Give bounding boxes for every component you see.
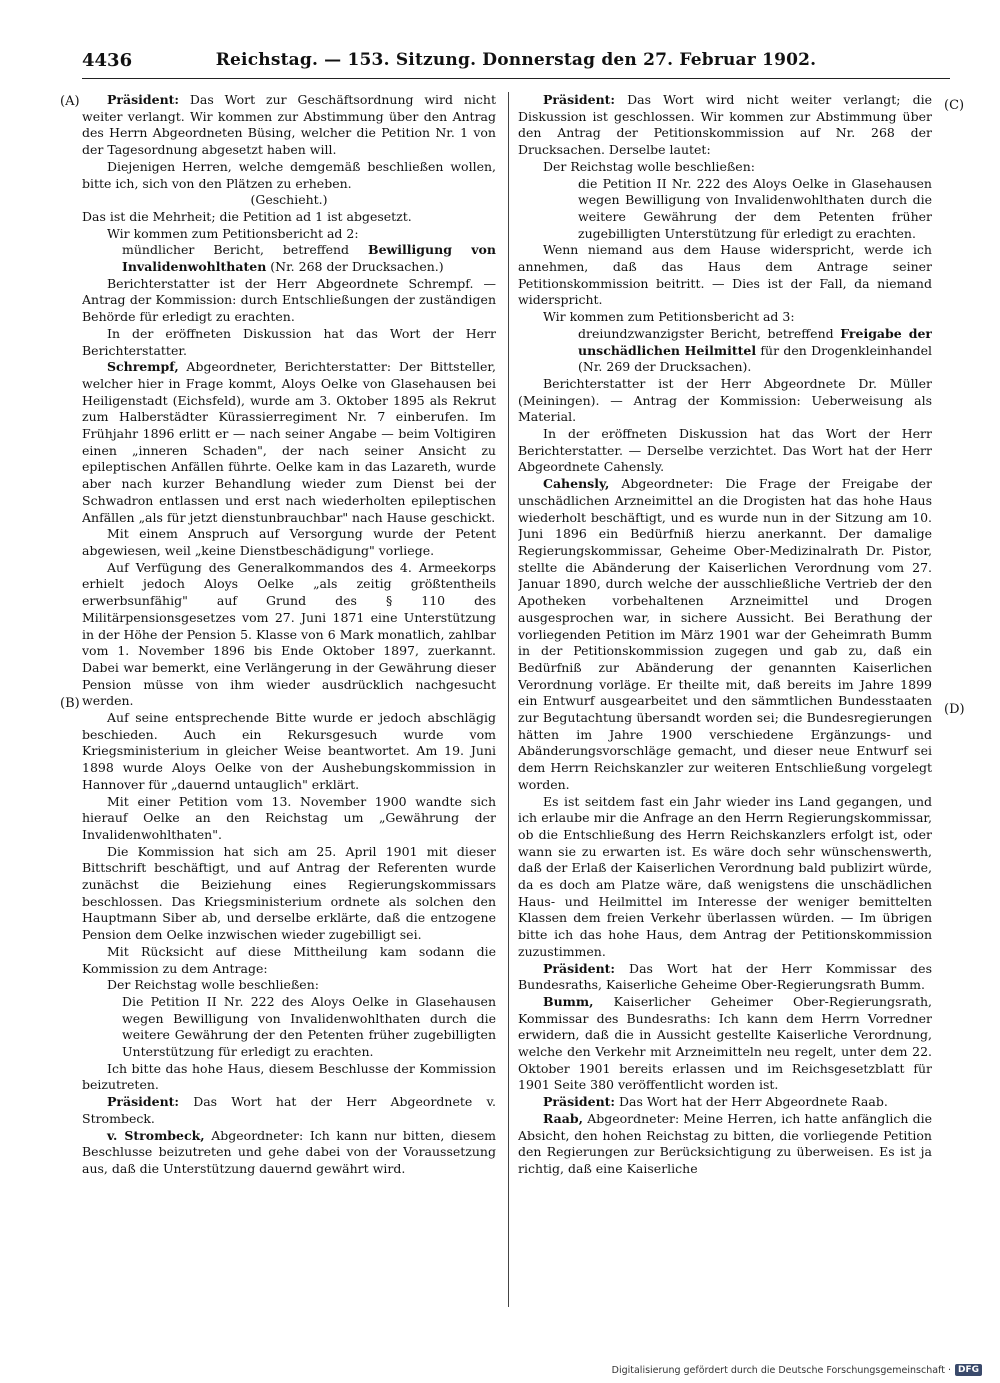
paragraph xyxy=(518,1111,932,1178)
speaker-name: Präsident: xyxy=(107,1094,180,1110)
paragraph: Auf seine entsprechende Bitte wurde er jedoch abschlägig beschieden. Auch ein Rekursgesuch wurde vom Kriegsministerium in gleicher Weise beantwortet. Am 19. Juni 1898 wurde Aloys Oelke von der Aushebungskommission in Hannover für „dauernd untauglich" erklärt. xyxy=(82,710,496,792)
paragraph: Berichterstatter ist der Herr Abgeordnete Dr. Müller (Meiningen). — Antrag der Kommission: Ueberweisung als Material. xyxy=(518,375,932,425)
paragraph xyxy=(82,92,496,159)
speaker-name: Cahensly, xyxy=(543,476,610,492)
speaker-name: Präsident: xyxy=(543,92,616,107)
speech-text: Abgeordneter: Meine Herren, ich hatte anfänglich die Absicht, den hohen Reichstag zu bitten, die vorliegende Petition den Regierungen zur Berücksichtigung zu überweisen. Es ist ja richtig, daß eine Kaiserliche xyxy=(518,1110,932,1176)
paragraph: Der Reichstag wolle beschließen: xyxy=(543,158,755,174)
footer-credit: Digitalisierung gefördert durch die Deutsche Forschungsgemeinschaft · xyxy=(611,1364,951,1376)
margin-marker-c: (C) xyxy=(944,98,965,113)
paragraph: Mit einer Petition vom 13. November 1900 wandte sich hierauf Oelke an den Reichstag um „Gewährung der Invalidenwohlthaten". xyxy=(82,793,496,842)
paragraph xyxy=(82,1094,496,1127)
dfg-logo: DFG xyxy=(955,1364,982,1376)
margin-marker-a: (A) xyxy=(60,94,80,109)
paragraph: Es ist seitdem fast ein Jahr wieder ins Land gegangen, und ich erlaube mir die Anfrage an den Herrn Regierungskommissar, ob die Entschließung des Herrn Reichskanzlers erfolgt ist, oder wann sie zu erwarten ist. Es wäre doch sehr wünschenswerth, daß der Erlaß der Kaiserlichen Verordnung bald publizirt würde, da es doch am Platze wäre, daß wenigstens die unschädlichen Haus- und Heilmittel im Interesse der weniger bemittelten Klassen dem freien Verkehr überlassen würden. — Im übrigen bitte ich das hohe Haus, dem Antrag der Petitionskommission zuzustimmen. xyxy=(518,793,932,959)
speech-text: Das Wort hat der Herr Abgeordnete v. Strombeck. xyxy=(82,1094,496,1126)
speech-text: Das Wort wird nicht weiter verlangt; die Diskussion ist geschlossen. Wir kommen zur Abstimmung über den Antrag der Petitionskommission auf Nr. 268 der Drucksachen. Derselbe lautet: xyxy=(518,92,932,158)
speaker-name: Raab, xyxy=(543,1110,583,1126)
margin-marker-b: (B) xyxy=(60,696,80,711)
agenda-topic: Freigabe der unschädlichen Heilmittel xyxy=(578,325,932,358)
left-column xyxy=(82,92,496,1307)
paragraph: Das ist die Mehrheit; die Petition ad 1 ist abgesetzt. xyxy=(82,208,412,224)
paragraph: Mit einem Anspruch auf Versorgung wurde der Petent abgewiesen, weil „keine Dienstbeschädigung" vorliege. xyxy=(82,526,496,558)
paragraph xyxy=(518,1094,932,1111)
speaker-name: v. Strombeck, xyxy=(107,1127,205,1143)
agenda-item xyxy=(578,326,932,376)
paragraph: Wir kommen zum Petitionsbericht ad 2: xyxy=(107,225,359,241)
speaker-name: Bumm, xyxy=(543,993,594,1009)
paragraph xyxy=(518,92,932,159)
speech-text: Abgeordneter, Berichterstatter: Der Bittsteller, welcher hier in Frage kommt, Aloys Oelke von Glasehausen bei Heiligenstadt (Eichsfeld), wurde am 3. Oktober 1895 als Rekrut zum Halberstädter Kürassierregiment Nr. 7 einberufen. Im Frühjahr 1896 erlitt er — nach seiner Angabe — beim Voltigiren einen „inneren Schaden", der nach seiner Ansicht zu epileptischen Anfällen führte. Oelke kam in das Lazareth, wurde aber nach kurzer Behandlung wieder zum Dienst bei der Schwadron entlassen und erst nach wiederholten epileptischen Anfällen „als für jetzt dienstunbrauchbar" nach Hause geschickt. xyxy=(82,359,496,525)
paragraph: Der Reichstag wolle beschließen: xyxy=(107,977,319,993)
stage-direction: (Geschieht.) xyxy=(250,192,328,208)
paragraph: In der eröffneten Diskussion hat das Wort der Herr Berichterstatter. xyxy=(82,325,496,358)
paragraph xyxy=(518,476,932,793)
agenda-item xyxy=(122,242,496,275)
paragraph xyxy=(518,994,932,1094)
speaker-name: Schrempf, xyxy=(107,359,179,375)
paragraph: Berichterstatter ist der Herr Abgeordnete Schrempf. — Antrag der Kommission: durch Entschließungen der zuständigen Behörde für erledigt zu erachten. xyxy=(82,275,496,325)
paragraph: Die Kommission hat sich am 25. April 1901 mit dieser Bittschrift beschäftigt, und auf Antrag der Referenten wurde zunächst die Beiziehung eines Regierungskommissars beschlossen. Das Kriegsministerium ordnete als solchen den Hauptmann Siber ab, und derselbe erklärte, daß die entzogene Pension dem Oelke inzwischen wieder zugebilligt sei. xyxy=(82,843,496,943)
digitization-footer xyxy=(612,1364,982,1376)
speech-text: Das Wort zur Geschäftsordnung wird nicht weiter verlangt. Wir kommen zur Abstimmung über den Antrag des Herrn Abgeordneten Büsing, welcher die Petition Nr. 1 von der Tagesordnung abgesetzt haben will. xyxy=(82,92,496,158)
paragraph: Wir kommen zum Petitionsbericht ad 3: xyxy=(543,309,795,325)
paragraph xyxy=(82,1128,496,1178)
paragraph: In der eröffneten Diskussion hat das Wort der Herr Berichterstatter. — Derselbe verzichtet. Das Wort hat der Herr Abgeordnete Cahensly. xyxy=(518,426,932,475)
agenda-text: für den Drogenkleinhandel (Nr. 269 der Drucksachen). xyxy=(578,342,932,375)
margin-marker-d: (D) xyxy=(944,702,965,717)
resolution-text: die Petition II Nr. 222 des Aloys Oelke in Glasehausen wegen Bewilligung von Invalidenwohlthaten durch die weitere Gewährung der dem Petenten früher zugebilligten Unterstützung für erledigt zu erachten. xyxy=(578,175,932,241)
agenda-text: (Nr. 268 der Drucksachen.) xyxy=(266,259,444,275)
speech-text: Abgeordneter: Die Frage der Freigabe der unschädlichen Arzneimittel an die Drogisten hat das hohe Haus wiederholt beschäftigt, und es wurde nun in der Sitzung am 10. Juni 1896 ein Bedürfniß hierzu anerkannt. Der damalige Regierungskommissar, Geheime Ober-Medizinalrath Dr. Pistor, stellte die Abänderung der Kaiserlichen Verordnung vom 27. Januar 1890, durch welche der ausschließliche Vertrieb der den Apotheken vorbehaltenen Arzneimittel und Drogen ausgesprochen war, in sichere Aussicht. Bei Berathung der vorliegenden Petition im März 1901 war der Geheimrath Bumm in der Petitionskommission zugegen und gab zu, daß ein Bedürfniß zur Abänderung der genannten Kaiserlichen Verordnung vorläge. Er theilte mit, daß bereits im Jahre 1899 ein Entwurf ausgearbeitet und den sämmtlichen Bundesstaaten zur Begutachtung übersandt worden sei; die Bundesregierungen hätten im Jahre 1900 verschiedene Ergänzungs- und Abänderungsvorschläge gemacht, und dieser neue Entwurf sei dem Herrn Reichskanzler zur weiteren Entschließung vorgelegt worden. xyxy=(518,476,932,792)
agenda-text: mündlicher Bericht, betreffend xyxy=(122,242,369,258)
paragraph: Diejenigen Herren, welche demgemäß beschließen wollen, bitte ich, sich von den Plätzen zu erheben. xyxy=(82,158,496,191)
paragraph xyxy=(518,961,932,994)
page-number: 4436 xyxy=(82,50,133,71)
paragraph: Mit Rücksicht auf diese Mittheilung kam sodann die Kommission zu dem Antrage: xyxy=(82,943,496,976)
speaker-name: Präsident: xyxy=(107,92,180,107)
page-header xyxy=(82,46,950,79)
paragraph: Ich bitte das hohe Haus, diesem Beschlusse der Kommission beizutreten. xyxy=(82,1060,496,1093)
paragraph xyxy=(82,359,496,526)
speaker-name: Präsident: xyxy=(543,1094,616,1110)
paragraph: Auf Verfügung des Generalkommandos des 4. Armeekorps erhielt jedoch Aloys Oelke „als zeitig größtentheils erwerbsunfähig" auf Grund des § 110 des Militärpensionsgesetzes vom 27. Juni 1871 eine Unterstützung in der Höhe der Pension 5. Klasse von 6 Mark monatlich, zahlbar vom 1. November 1896 bis Ende Oktober 1897, zuerkannt. Dabei war bemerkt, eine Verlängerung in der Gewährung dieser Pension müsse von ihm wieder ausdrücklich nachgesucht werden. xyxy=(82,559,496,709)
paragraph: Wenn niemand aus dem Hause widerspricht, werde ich annehmen, daß das Haus dem Antrage seiner Petitionskommission beitritt. — Dies ist der Fall, da niemand widerspricht. xyxy=(518,242,932,308)
speaker-name: Präsident: xyxy=(543,960,616,976)
speech-text: Kaiserlicher Geheimer Ober-Regierungsrath, Kommissar des Bundesraths: Ich kann dem Herrn Vorredner erwidern, daß die in Aussicht gestellte Kaiserliche Verordnung, welche den Verkehr mit Arzneimitteln neu regelt, unter dem 22. Oktober 1901 bereits erlassen und im Reichsgesetzblatt für 1901 Seite 380 veröffentlicht worden ist. xyxy=(518,993,932,1093)
agenda-text: dreiundzwanzigster Bericht, betreffend xyxy=(578,325,841,341)
column-divider xyxy=(508,92,509,1307)
resolution-text: Die Petition II Nr. 222 des Aloys Oelke in Glasehausen wegen Bewilligung von Invalidenwohlthaten durch die weitere Gewährung der den Petenten früher zugebilligten Unterstützung für erledigt zu erachten. xyxy=(122,993,496,1060)
speech-text: Das Wort hat der Herr Kommissar des Bundesraths, Kaiserliche Geheime Ober-Regierungsrath Bumm. xyxy=(518,960,932,993)
right-column xyxy=(518,92,932,1307)
running-title: Reichstag. — 153. Sitzung. Donnerstag den 27. Februar 1902. xyxy=(215,50,817,70)
speech-text: Das Wort hat der Herr Abgeordnete Raab. xyxy=(615,1094,888,1110)
agenda-topic: Bewilligung von Invalidenwohlthaten xyxy=(122,242,496,275)
speech-text: Abgeordneter: Ich kann nur bitten, diesem Beschlusse beizutreten und gehe dabei von der Voraussetzung aus, daß die Unterstützung dauernd gewährt wird. xyxy=(82,1127,496,1176)
